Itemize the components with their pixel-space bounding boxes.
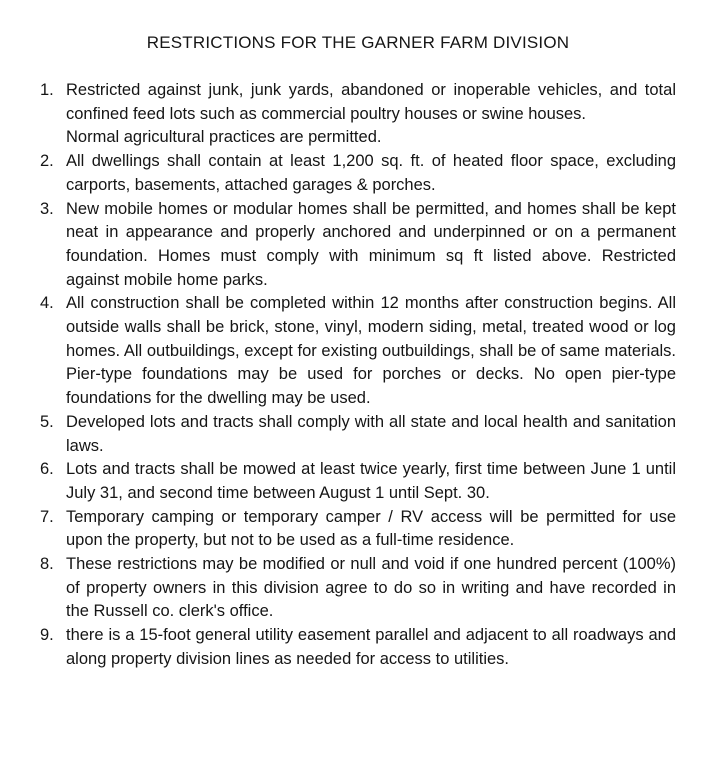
- item-body: [66, 79, 676, 150]
- item-text: Lots and tracts shall be mowed at least twice yearly, first time between June 1 until July 31, and second time between August 1 until Sept. 30.: [66, 460, 676, 502]
- restrictions-list: [40, 79, 676, 672]
- item-number: 2.: [40, 152, 54, 171]
- item-extra-text: Normal agricultural practices are permitted.: [66, 128, 382, 147]
- list-item-9: [40, 624, 676, 671]
- item-text: All dwellings shall contain at least 1,200 sq. ft. of heated floor space, excluding carports, basements, attached garages & porches.: [66, 152, 676, 194]
- item-number: 7.: [40, 507, 54, 526]
- list-item-4: [40, 292, 676, 411]
- list-item-1: [40, 79, 676, 150]
- list-item-3: [40, 198, 676, 293]
- list-item-7: [40, 506, 676, 553]
- item-text: New mobile homes or modular homes shall be permitted, and homes shall be kept neat in appearance and properly anchored and underpinned or on a permanent foundation. Homes must comply with minimum sq ft listed above. Restricted against mobile home parks.: [66, 199, 676, 289]
- list-item-2: [40, 150, 676, 197]
- item-text: Temporary camping or temporary camper / RV access will be permitted for use upon the property, but not to be used as a full-time residence.: [66, 507, 676, 550]
- item-text: there is a 15-foot general utility easement parallel and adjacent to all roadways and along property division lines as needed for access to utilities.: [66, 626, 676, 668]
- list-item-5: [40, 411, 676, 458]
- list-item-6: [40, 458, 676, 505]
- list-item-8: [40, 553, 676, 624]
- item-number: 1.: [40, 81, 54, 99]
- item-text: Restricted against junk, junk yards, abandoned or inoperable vehicles, and total confined feed lots such as commercial poultry houses or swine houses.: [66, 81, 676, 123]
- item-text: Developed lots and tracts shall comply with all state and local health and sanitation laws.: [66, 412, 676, 455]
- item-number: 8.: [40, 555, 54, 574]
- item-text: All construction shall be completed within 12 months after construction begins. All outside walls shall be brick, stone, vinyl, modern siding, metal, treated wood or log homes. All outbuildings, except for existing outbuildings, shall be of same materials. Pier-type foundations may be used for porches or decks. No open pier-type foundations for the dwelling may be used.: [66, 294, 676, 408]
- item-text: These restrictions may be modified or null and void if one hundred percent (100%) of property owners in this division agree to do so in writing and have recorded in the Russell co. clerk's office.: [66, 555, 676, 621]
- item-number: 5.: [40, 412, 54, 431]
- item-number: 4.: [40, 294, 54, 313]
- document-title: RESTRICTIONS FOR THE GARNER FARM DIVISION: [146, 33, 570, 52]
- item-number: 9.: [40, 626, 54, 645]
- item-number: 3.: [40, 199, 54, 218]
- item-number: 6.: [40, 460, 54, 479]
